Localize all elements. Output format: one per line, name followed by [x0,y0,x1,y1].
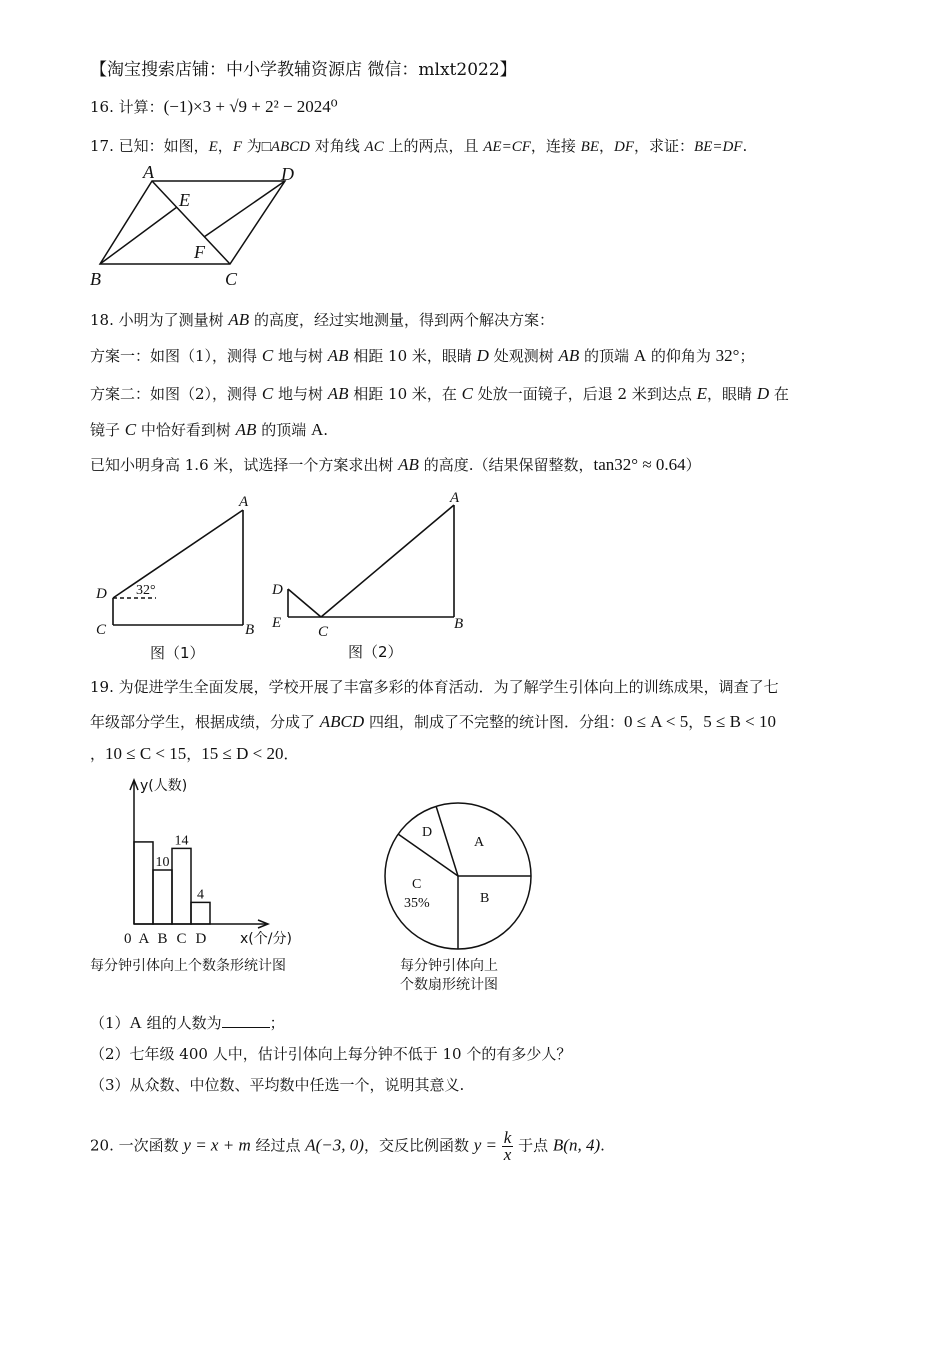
bar-value-d: 4 [197,887,204,903]
slice-d-label: D [422,825,433,840]
q20-fraction [502,1130,514,1163]
q19-sep: ， [186,745,202,763]
q17-text: 为 [241,137,262,155]
q17-var: AE=CF [483,139,531,155]
q18-var: AB [327,346,349,365]
q19-var: A [129,1013,142,1032]
q18-text: 地与树 [273,347,328,365]
q18-var: AB [228,310,250,329]
q19-range-c: 10 ≤ C < 15 [105,744,187,763]
figure-1-caption: 图（1） [150,644,205,662]
q20-linear-function: y = x + m [183,1135,251,1155]
q18-text: 的高度.（结果保留整数， [418,456,594,474]
q19-line-2 [90,712,776,732]
q18-text: 处放一面镜子，后退 2 米到达点 [473,385,697,403]
q17-text: 上的两点，且 [383,137,484,155]
slice-b-label: B [480,891,490,906]
bar-d [191,902,210,924]
label-b: B [245,622,255,638]
bars-group [134,842,210,924]
q20-point-a: A(−3, 0) [305,1135,364,1155]
q18-text: 处观测树 [488,347,559,365]
q18-line-4 [90,420,328,440]
q17-text: ， [217,137,233,155]
slice-a-label: A [474,835,485,850]
q19-text: ； [269,1014,285,1032]
q17-text: . [742,137,748,155]
q18-var: A [311,420,324,439]
header-banner: 【淘宝搜索店铺：中小学教辅资源店 微信：mlxt2022】 [90,60,517,80]
pie-title-line-1: 每分钟引体向上 [400,958,498,974]
q18-var: C [261,346,274,365]
q19-range-a: 0 ≤ A < 5 [623,712,689,731]
q18-text: 相距 10 米，眼睛 [348,347,477,365]
bar-chart-title: 每分钟引体向上个数条形统计图 [90,958,286,974]
q20-denominator: x [503,1145,512,1164]
question-17 [90,136,747,157]
q19-text: 年级部分学生，根据成绩，分成了 [90,713,320,731]
y-axis-label: y(人数) [140,778,188,794]
q19-sep: ， [688,713,704,731]
angle-label: 32° [136,583,156,598]
bar-a [134,842,153,924]
q19-line-3 [90,744,299,764]
q19-sub-3: （3）从众数、中位数、平均数中任选一个，说明其意义. [90,1076,465,1094]
pie-title-line-2: 个数扇形统计图 [400,977,498,993]
category-label-c: C [176,931,187,947]
question-16 [90,97,338,117]
q20-text: 于点 [518,1136,553,1155]
q18-text: 方案二：如图（2），测得 [90,385,262,403]
answer-blank[interactable] [222,1013,270,1028]
q18-var: D [476,346,489,365]
q19-sep: ， [90,745,106,763]
q19-sub-1 [90,1013,285,1033]
q18-var: AB [235,420,257,439]
bar-labels-group [156,833,205,902]
label-a: A [143,162,154,182]
bar-value-c: 14 [174,833,189,849]
label-c: C [225,269,238,289]
q19-text: 四组，制成了不完整的统计图．分组： [364,713,624,731]
label-c: C [96,622,107,638]
q20-text: 20. 一次函数 [90,1136,184,1155]
category-labels-group [139,931,207,947]
slice-c-percent: 35% [404,896,430,911]
label-f: F [194,242,205,262]
q18-line-2 [90,346,754,366]
q17-var: BE=DF [694,139,743,155]
q18-var: AB [558,346,580,365]
q17-var: AC [364,139,384,155]
q18-text: 的顶端 [579,347,634,365]
q19-sub-2: （2）七年级 400 人中，估计引体向上每分钟不低于 10 个的有多少人？ [90,1045,572,1063]
q20-text: . [600,1136,605,1155]
q18-var: C [461,384,474,403]
q19-text: 组的人数为 [141,1014,222,1032]
bar-value-b: 10 [155,855,170,870]
q18-var: E [696,384,708,403]
q19-line-1: 19. 为促进学生全面发展，学校开展了丰富多彩的体育活动．为了解学生引体向上的训练成果，调查了七 [90,678,779,696]
bar-b [153,870,172,924]
origin-label: 0 [124,931,132,947]
q19-groups: ABCD [319,712,365,731]
q17-text: ，求证： [634,137,695,155]
q19-text: （1） [90,1014,130,1032]
category-label-d: D [195,931,207,947]
tree-figure-2 [266,485,476,665]
slice-c-label: C [412,877,422,892]
segment-df [204,181,285,237]
label-b: B [454,616,464,632]
parallelogram-figure [80,160,330,295]
pie-chart [370,790,560,1000]
q17-var: □ABCD [261,139,310,155]
q18-text: 镜子 [90,421,125,439]
q20-text: ，交反比例函数 [363,1136,474,1155]
q18-tan-value: tan32° ≈ 0.64 [593,455,686,474]
q18-var: A [633,346,647,365]
diagonal-ac [152,181,230,264]
x-axis-label: x(个/分) [240,931,292,947]
q18-text: 中恰好看到树 [136,421,236,439]
label-a: A [450,490,460,506]
label-d: D [272,582,283,598]
q20-text: 经过点 [250,1136,306,1155]
ray-dc [288,589,321,617]
q18-line-1 [90,310,554,330]
segment-be [100,207,177,264]
ray-ca [321,505,454,617]
q18-text: . [323,421,329,439]
q18-text: 已知小明身高 1.6 米，试选择一个方案求出树 [90,456,399,474]
figure-2-caption: 图（2） [348,643,403,661]
q19-range-d: 15 ≤ D < 20 [201,744,284,763]
label-c: C [318,624,329,640]
q18-text: 方案一：如图（1），测得 [90,347,262,365]
parallelogram-abcd [100,181,285,264]
label-e: E [179,190,190,210]
q18-text: 相距 10 米，在 [348,385,462,403]
tree-figure-1 [88,488,268,666]
q18-text: ，眼睛 [707,385,757,403]
sight-line-da [113,510,243,598]
q18-text: 的高度，经过实地测量，得到两个解决方案： [249,311,554,329]
q18-text: ） [685,456,701,474]
q18-var: C [124,420,137,439]
q18-line-3 [90,384,789,404]
q20-numerator: k [503,1128,512,1147]
q20-function-y: y = [473,1135,498,1155]
q17-text: 17. 已知：如图， [90,137,209,155]
q17-var: BE [580,139,599,155]
bar-chart [88,770,338,980]
bar-c [172,848,191,924]
q18-var: C [261,384,274,403]
q18-text: 的仰角为 [646,347,716,365]
label-e: E [272,615,282,631]
q17-text: 对角线 [310,137,365,155]
q17-var: E [208,139,218,155]
bar-axes [130,780,268,928]
q17-text: ，连接 [530,137,581,155]
label-d: D [281,164,294,184]
q17-var: DF [614,139,635,155]
q19-text: ． [283,745,299,763]
q18-text: 地与树 [273,385,328,403]
q16-expression: (−1)×3 + √9 + 2² − 2024⁰ [163,97,338,116]
category-label-a: A [138,931,150,947]
q18-line-5 [90,455,701,475]
q19-range-b: 5 ≤ B < 10 [703,712,776,731]
q18-var: D [756,384,770,403]
q18-text: 在 [769,385,789,403]
q18-text: 18. 小明为了测量树 [90,311,229,329]
q17-var: F [232,139,242,155]
label-b: B [90,269,101,289]
q18-text: ； [739,347,755,365]
q18-var: AB [327,384,349,403]
divider-a-d [436,806,458,876]
label-d: D [96,586,107,602]
label-a: A [239,494,249,510]
question-20 [90,1130,605,1163]
category-label-b: B [157,931,168,947]
q17-text: ， [599,137,615,155]
divider-d-c [398,834,458,876]
q18-text: 的顶端 [256,421,311,439]
q18-var: AB [398,455,419,474]
q16-label: 16. 计算： [90,98,164,116]
q18-angle: 32° [715,346,740,365]
q20-point-b: B(n, 4) [552,1135,601,1155]
